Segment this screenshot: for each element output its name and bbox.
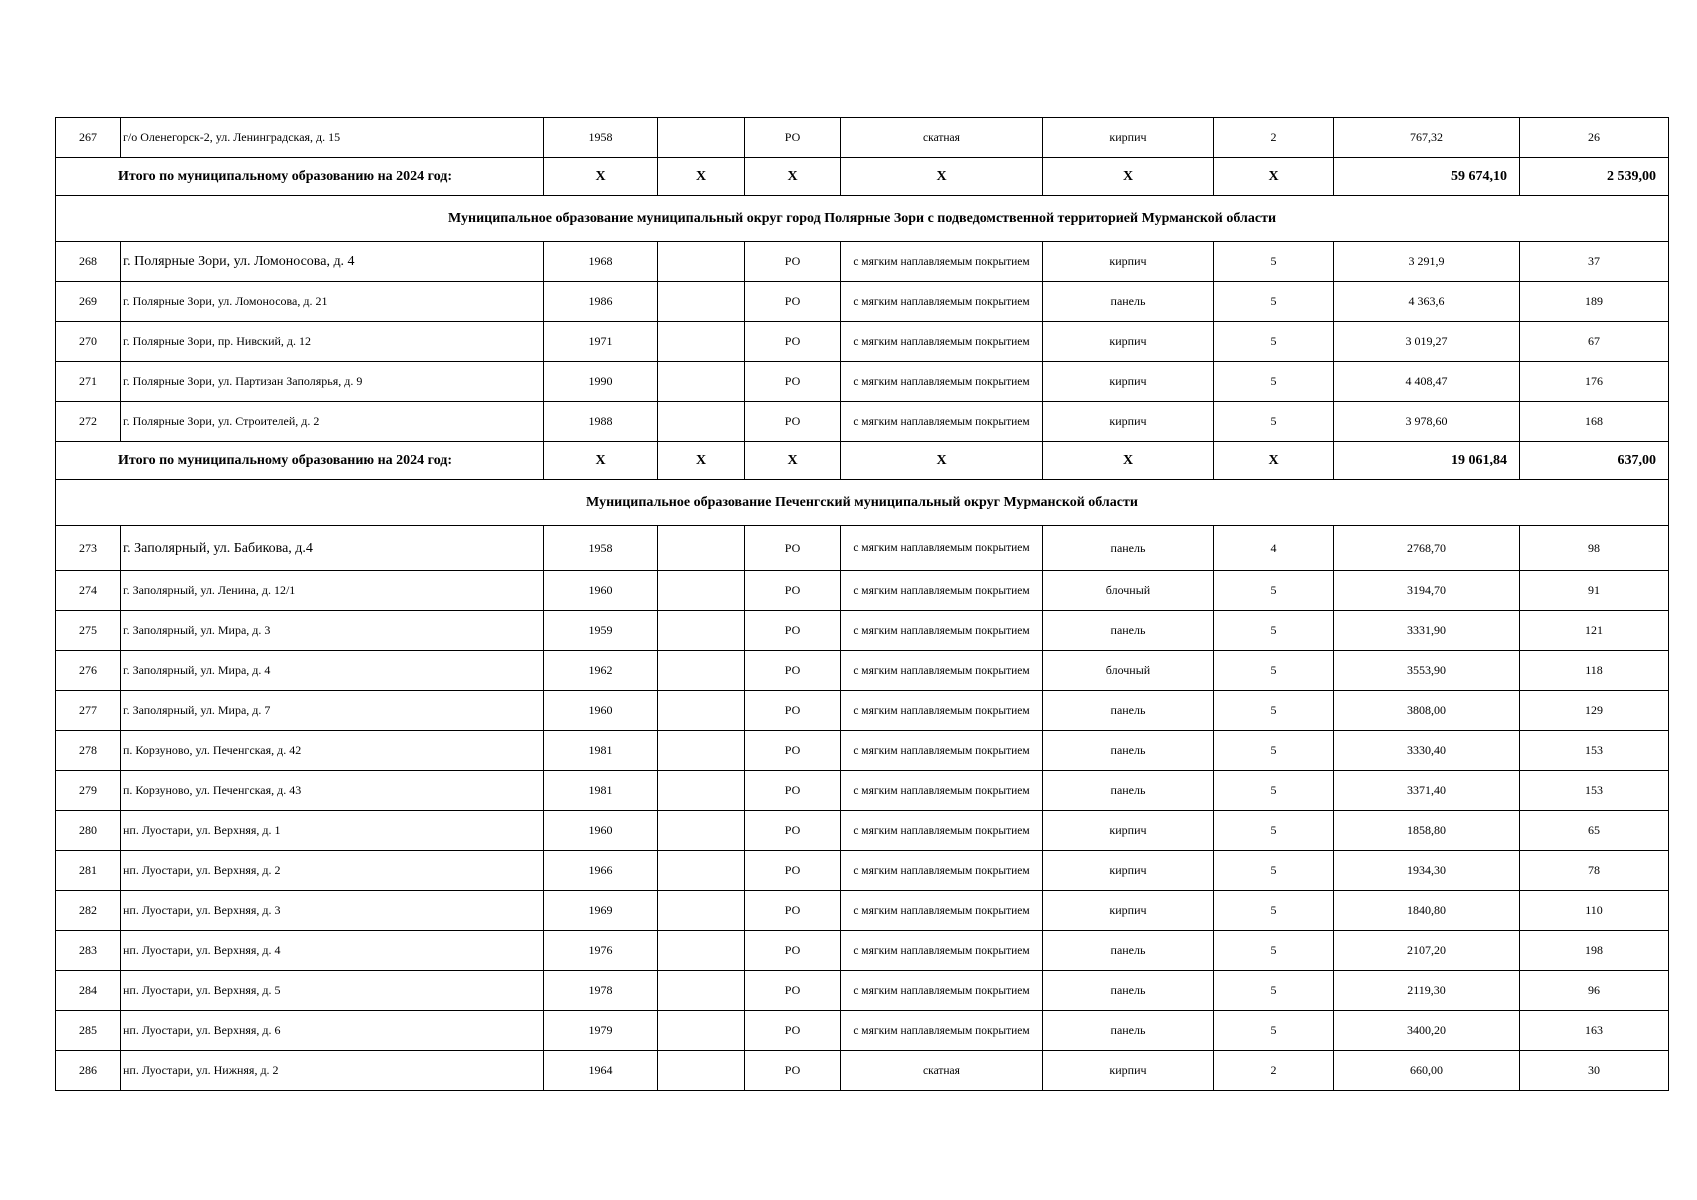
floors-cell: 5 — [1214, 282, 1334, 322]
method-cell: РО — [745, 771, 841, 811]
wall-material-cell: кирпич — [1043, 1051, 1214, 1091]
wall-material-cell: панель — [1043, 771, 1214, 811]
row-number: 267 — [56, 118, 121, 158]
method-cell: РО — [745, 526, 841, 571]
row-number: 278 — [56, 731, 121, 771]
residents-cell: 118 — [1520, 651, 1669, 691]
wall-material-cell: кирпич — [1043, 402, 1214, 442]
area-cell: 1934,30 — [1334, 851, 1520, 891]
table-row — [56, 771, 1669, 811]
residents-cell: 168 — [1520, 402, 1669, 442]
total-x-cell: X — [544, 442, 658, 480]
empty-cell — [658, 526, 745, 571]
wall-material-cell: панель — [1043, 731, 1214, 771]
year-cell: 1964 — [544, 1051, 658, 1091]
wall-material-cell: кирпич — [1043, 118, 1214, 158]
area-cell: 1858,80 — [1334, 811, 1520, 851]
empty-cell — [658, 402, 745, 442]
table-row — [56, 691, 1669, 731]
address-cell: г. Заполярный, ул. Мира, д. 3 — [121, 611, 544, 651]
year-cell: 1960 — [544, 811, 658, 851]
method-cell: РО — [745, 851, 841, 891]
year-cell: 1958 — [544, 118, 658, 158]
total-label: Итого по муниципальному образованию на 2024 год: — [56, 442, 544, 480]
residents-cell: 121 — [1520, 611, 1669, 651]
total-x-cell: X — [658, 442, 745, 480]
wall-material-cell: блочный — [1043, 571, 1214, 611]
table-row — [56, 891, 1669, 931]
floors-cell: 2 — [1214, 118, 1334, 158]
wall-material-cell: панель — [1043, 691, 1214, 731]
year-cell: 1990 — [544, 362, 658, 402]
year-cell: 1960 — [544, 571, 658, 611]
roof-type-cell: с мягким наплавляемым покрытием — [841, 362, 1043, 402]
roof-type-cell: с мягким наплавляемым покрытием — [841, 571, 1043, 611]
table-row — [56, 242, 1669, 282]
total-x-cell: X — [658, 158, 745, 196]
year-cell: 1988 — [544, 402, 658, 442]
roof-type-cell: с мягким наплавляемым покрытием — [841, 651, 1043, 691]
total-x-cell: X — [544, 158, 658, 196]
residents-cell: 129 — [1520, 691, 1669, 731]
method-cell: РО — [745, 242, 841, 282]
method-cell: РО — [745, 691, 841, 731]
table-row — [56, 811, 1669, 851]
area-cell: 3400,20 — [1334, 1011, 1520, 1051]
floors-cell: 5 — [1214, 362, 1334, 402]
area-cell: 3553,90 — [1334, 651, 1520, 691]
row-number: 283 — [56, 931, 121, 971]
row-number: 271 — [56, 362, 121, 402]
address-cell: п. Корзуново, ул. Печенгская, д. 42 — [121, 731, 544, 771]
roof-type-cell: с мягким наплавляемым покрытием — [841, 322, 1043, 362]
address-cell: нп. Луостари, ул. Верхняя, д. 3 — [121, 891, 544, 931]
empty-cell — [658, 322, 745, 362]
year-cell: 1966 — [544, 851, 658, 891]
method-cell: РО — [745, 611, 841, 651]
address-cell: г. Заполярный, ул. Мира, д. 7 — [121, 691, 544, 731]
total-x-cell: X — [841, 158, 1043, 196]
address-cell: нп. Луостари, ул. Верхняя, д. 2 — [121, 851, 544, 891]
floors-cell: 5 — [1214, 322, 1334, 362]
housing-table — [55, 117, 1669, 1091]
residents-cell: 163 — [1520, 1011, 1669, 1051]
table-row — [56, 282, 1669, 322]
address-cell: нп. Луостари, ул. Верхняя, д. 5 — [121, 971, 544, 1011]
row-number: 275 — [56, 611, 121, 651]
row-number: 272 — [56, 402, 121, 442]
row-number: 282 — [56, 891, 121, 931]
area-cell: 3808,00 — [1334, 691, 1520, 731]
wall-material-cell: панель — [1043, 1011, 1214, 1051]
residents-cell: 37 — [1520, 242, 1669, 282]
floors-cell: 5 — [1214, 931, 1334, 971]
residents-cell: 110 — [1520, 891, 1669, 931]
method-cell: РО — [745, 811, 841, 851]
wall-material-cell: кирпич — [1043, 891, 1214, 931]
address-cell: г. Полярные Зори, ул. Ломоносова, д. 4 — [121, 242, 544, 282]
roof-type-cell: с мягким наплавляемым покрытием — [841, 691, 1043, 731]
empty-cell — [658, 891, 745, 931]
table-row — [56, 322, 1669, 362]
table-row — [56, 731, 1669, 771]
area-cell: 1840,80 — [1334, 891, 1520, 931]
roof-type-cell: с мягким наплавляемым покрытием — [841, 931, 1043, 971]
method-cell: РО — [745, 571, 841, 611]
table-row — [56, 118, 1669, 158]
table-row — [56, 971, 1669, 1011]
wall-material-cell: панель — [1043, 931, 1214, 971]
table-row — [56, 362, 1669, 402]
wall-material-cell: панель — [1043, 526, 1214, 571]
address-cell: г. Заполярный, ул. Мира, д. 4 — [121, 651, 544, 691]
section-title: Муниципальное образование Печенгский муниципальный округ Мурманской области — [56, 480, 1669, 526]
roof-type-cell: скатная — [841, 1051, 1043, 1091]
roof-type-cell: с мягким наплавляемым покрытием — [841, 242, 1043, 282]
row-number: 269 — [56, 282, 121, 322]
table-row — [56, 571, 1669, 611]
residents-cell: 176 — [1520, 362, 1669, 402]
address-cell: нп. Луостари, ул. Верхняя, д. 1 — [121, 811, 544, 851]
year-cell: 1959 — [544, 611, 658, 651]
residents-cell: 96 — [1520, 971, 1669, 1011]
wall-material-cell: панель — [1043, 971, 1214, 1011]
roof-type-cell: с мягким наплавляемым покрытием — [841, 851, 1043, 891]
row-number: 280 — [56, 811, 121, 851]
year-cell: 1960 — [544, 691, 658, 731]
year-cell: 1981 — [544, 731, 658, 771]
address-cell: нп. Луостари, ул. Верхняя, д. 4 — [121, 931, 544, 971]
total-x-cell: X — [745, 158, 841, 196]
total-residents: 2 539,00 — [1520, 158, 1669, 196]
residents-cell: 78 — [1520, 851, 1669, 891]
roof-type-cell: скатная — [841, 118, 1043, 158]
area-cell: 2768,70 — [1334, 526, 1520, 571]
total-x-cell: X — [745, 442, 841, 480]
address-cell: г. Полярные Зори, ул. Партизан Заполярья, д. 9 — [121, 362, 544, 402]
address-cell: г/о Оленегорск-2, ул. Ленинградская, д. 15 — [121, 118, 544, 158]
table-row — [56, 1051, 1669, 1091]
area-cell: 3331,90 — [1334, 611, 1520, 651]
wall-material-cell: кирпич — [1043, 242, 1214, 282]
total-x-cell: X — [841, 442, 1043, 480]
method-cell: РО — [745, 891, 841, 931]
floors-cell: 5 — [1214, 731, 1334, 771]
year-cell: 1981 — [544, 771, 658, 811]
empty-cell — [658, 362, 745, 402]
floors-cell: 4 — [1214, 526, 1334, 571]
total-row — [56, 158, 1669, 196]
empty-cell — [658, 611, 745, 651]
address-cell: г. Заполярный, ул. Бабикова, д.4 — [121, 526, 544, 571]
empty-cell — [658, 1011, 745, 1051]
section-header-row — [56, 196, 1669, 242]
row-number: 286 — [56, 1051, 121, 1091]
method-cell: РО — [745, 118, 841, 158]
area-cell: 4 363,6 — [1334, 282, 1520, 322]
area-cell: 660,00 — [1334, 1051, 1520, 1091]
area-cell: 4 408,47 — [1334, 362, 1520, 402]
roof-type-cell: с мягким наплавляемым покрытием — [841, 771, 1043, 811]
method-cell: РО — [745, 362, 841, 402]
total-x-cell: X — [1043, 158, 1214, 196]
floors-cell: 5 — [1214, 571, 1334, 611]
empty-cell — [658, 118, 745, 158]
residents-cell: 26 — [1520, 118, 1669, 158]
table-row — [56, 651, 1669, 691]
table-row — [56, 851, 1669, 891]
method-cell: РО — [745, 282, 841, 322]
floors-cell: 5 — [1214, 651, 1334, 691]
row-number: 279 — [56, 771, 121, 811]
row-number: 276 — [56, 651, 121, 691]
address-cell: нп. Луостари, ул. Нижняя, д. 2 — [121, 1051, 544, 1091]
floors-cell: 5 — [1214, 402, 1334, 442]
roof-type-cell: с мягким наплавляемым покрытием — [841, 611, 1043, 651]
year-cell: 1969 — [544, 891, 658, 931]
residents-cell: 67 — [1520, 322, 1669, 362]
floors-cell: 5 — [1214, 891, 1334, 931]
row-number: 284 — [56, 971, 121, 1011]
roof-type-cell: с мягким наплавляемым покрытием — [841, 402, 1043, 442]
total-area: 19 061,84 — [1334, 442, 1520, 480]
year-cell: 1986 — [544, 282, 658, 322]
year-cell: 1971 — [544, 322, 658, 362]
area-cell: 3 978,60 — [1334, 402, 1520, 442]
wall-material-cell: кирпич — [1043, 811, 1214, 851]
row-number: 268 — [56, 242, 121, 282]
floors-cell: 5 — [1214, 1011, 1334, 1051]
method-cell: РО — [745, 1051, 841, 1091]
wall-material-cell: блочный — [1043, 651, 1214, 691]
address-cell: п. Корзуново, ул. Печенгская, д. 43 — [121, 771, 544, 811]
floors-cell: 5 — [1214, 851, 1334, 891]
address-cell: г. Полярные Зори, пр. Нивский, д. 12 — [121, 322, 544, 362]
row-number: 273 — [56, 526, 121, 571]
row-number: 281 — [56, 851, 121, 891]
section-title: Муниципальное образование муниципальный округ город Полярные Зори с подведомственной территорией Мурманской области — [56, 196, 1669, 242]
method-cell: РО — [745, 1011, 841, 1051]
method-cell: РО — [745, 651, 841, 691]
empty-cell — [658, 242, 745, 282]
total-area: 59 674,10 — [1334, 158, 1520, 196]
address-cell: г. Полярные Зори, ул. Ломоносова, д. 21 — [121, 282, 544, 322]
table-row — [56, 611, 1669, 651]
residents-cell: 30 — [1520, 1051, 1669, 1091]
empty-cell — [658, 282, 745, 322]
total-residents: 637,00 — [1520, 442, 1669, 480]
table-row — [56, 1011, 1669, 1051]
residents-cell: 98 — [1520, 526, 1669, 571]
method-cell: РО — [745, 402, 841, 442]
area-cell: 3330,40 — [1334, 731, 1520, 771]
floors-cell: 5 — [1214, 691, 1334, 731]
table-row — [56, 931, 1669, 971]
year-cell: 1958 — [544, 526, 658, 571]
area-cell: 3194,70 — [1334, 571, 1520, 611]
table-row — [56, 526, 1669, 571]
total-x-cell: X — [1214, 158, 1334, 196]
empty-cell — [658, 691, 745, 731]
empty-cell — [658, 931, 745, 971]
floors-cell: 5 — [1214, 971, 1334, 1011]
area-cell: 2107,20 — [1334, 931, 1520, 971]
residents-cell: 153 — [1520, 731, 1669, 771]
row-number: 285 — [56, 1011, 121, 1051]
row-number: 270 — [56, 322, 121, 362]
empty-cell — [658, 851, 745, 891]
wall-material-cell: панель — [1043, 282, 1214, 322]
empty-cell — [658, 1051, 745, 1091]
method-cell: РО — [745, 731, 841, 771]
floors-cell: 5 — [1214, 771, 1334, 811]
method-cell: РО — [745, 931, 841, 971]
address-cell: г. Заполярный, ул. Ленина, д. 12/1 — [121, 571, 544, 611]
roof-type-cell: с мягким наплавляемым покрытием — [841, 282, 1043, 322]
total-x-cell: X — [1043, 442, 1214, 480]
year-cell: 1962 — [544, 651, 658, 691]
empty-cell — [658, 651, 745, 691]
roof-type-cell: с мягким наплавляемым покрытием — [841, 731, 1043, 771]
wall-material-cell: кирпич — [1043, 362, 1214, 402]
floors-cell: 5 — [1214, 811, 1334, 851]
method-cell: РО — [745, 322, 841, 362]
area-cell: 767,32 — [1334, 118, 1520, 158]
table-row — [56, 402, 1669, 442]
residents-cell: 65 — [1520, 811, 1669, 851]
floors-cell: 2 — [1214, 1051, 1334, 1091]
roof-type-cell: с мягким наплавляемым покрытием — [841, 1011, 1043, 1051]
year-cell: 1979 — [544, 1011, 658, 1051]
empty-cell — [658, 571, 745, 611]
residents-cell: 91 — [1520, 571, 1669, 611]
year-cell: 1968 — [544, 242, 658, 282]
floors-cell: 5 — [1214, 242, 1334, 282]
area-cell: 3 291,9 — [1334, 242, 1520, 282]
roof-type-cell: с мягким наплавляемым покрытием — [841, 526, 1043, 571]
method-cell: РО — [745, 971, 841, 1011]
wall-material-cell: кирпич — [1043, 322, 1214, 362]
section-header-row — [56, 480, 1669, 526]
residents-cell: 153 — [1520, 771, 1669, 811]
row-number: 274 — [56, 571, 121, 611]
empty-cell — [658, 811, 745, 851]
year-cell: 1976 — [544, 931, 658, 971]
area-cell: 3 019,27 — [1334, 322, 1520, 362]
empty-cell — [658, 971, 745, 1011]
address-cell: г. Полярные Зори, ул. Строителей, д. 2 — [121, 402, 544, 442]
area-cell: 2119,30 — [1334, 971, 1520, 1011]
row-number: 277 — [56, 691, 121, 731]
total-x-cell: X — [1214, 442, 1334, 480]
total-label: Итого по муниципальному образованию на 2024 год: — [56, 158, 544, 196]
empty-cell — [658, 731, 745, 771]
roof-type-cell: с мягким наплавляемым покрытием — [841, 891, 1043, 931]
residents-cell: 189 — [1520, 282, 1669, 322]
address-cell: нп. Луостари, ул. Верхняя, д. 6 — [121, 1011, 544, 1051]
floors-cell: 5 — [1214, 611, 1334, 651]
total-row — [56, 442, 1669, 480]
wall-material-cell: кирпич — [1043, 851, 1214, 891]
roof-type-cell: с мягким наплавляемым покрытием — [841, 971, 1043, 1011]
wall-material-cell: панель — [1043, 611, 1214, 651]
roof-type-cell: с мягким наплавляемым покрытием — [841, 811, 1043, 851]
year-cell: 1978 — [544, 971, 658, 1011]
residents-cell: 198 — [1520, 931, 1669, 971]
area-cell: 3371,40 — [1334, 771, 1520, 811]
empty-cell — [658, 771, 745, 811]
